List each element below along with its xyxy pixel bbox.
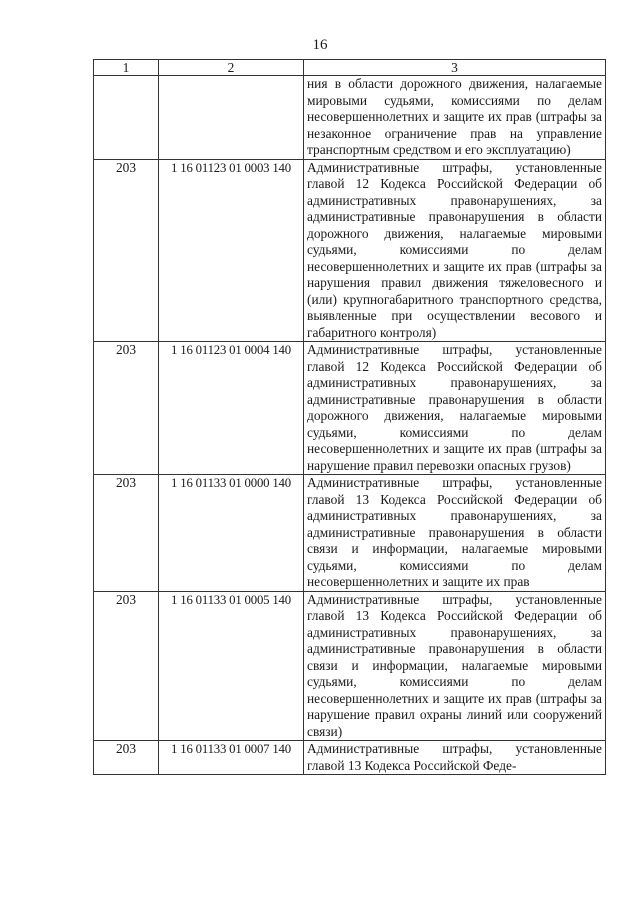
description-cell: Административные штрафы, установленные главой 12 Кодекса Российской Федерации об административных правонарушениях, за административные правонарушения в области дорожного движения, налагаемые мировыми судьями, комиссиями по делам несовершеннолетних и защите их прав (штрафы за нарушения правил движения тяжеловесного и (или) крупногабаритного транспортного средства, выявленные при осуществлении весового и габаритного контроля) xyxy=(304,159,606,342)
description-cell: Административные штрафы, установленные главой 12 Кодекса Российской Федерации об административных правонарушениях, за административные правонарушения в области дорожного движения, налагаемые мировыми судьями, комиссиями по делам несовершеннолетних и защите их прав (штрафы за нарушение правил перевозки опасных грузов) xyxy=(304,342,606,475)
table-row xyxy=(94,342,606,475)
table-row xyxy=(94,591,606,741)
admin-code-cell: 203 xyxy=(94,159,159,342)
kbk-code-cell: 1 16 01123 01 0004 140 xyxy=(159,342,304,475)
table-row xyxy=(94,741,606,775)
kbk-code-cell: 1 16 01133 01 0005 140 xyxy=(159,591,304,741)
description-cell: Административные штрафы, установленные главой 13 Кодекса Российской Федерации об административных правонарушениях, за административные правонарушения в области связи и информации, налагаемые мировыми судьями, комиссиями по делам несовершеннолетних и защите их прав (штрафы за нарушение правил охраны линий или сооружений связи) xyxy=(304,591,606,741)
description-text: Административные штрафы, установленные главой 13 Кодекса Российской Феде- xyxy=(307,741,602,773)
admin-code-cell: 203 xyxy=(94,591,159,741)
kbk-code-cell xyxy=(159,76,304,160)
column-header-2: 2 xyxy=(159,60,304,76)
kbk-code-cell: 1 16 01133 01 0000 140 xyxy=(159,475,304,592)
table-header-row xyxy=(94,60,606,76)
admin-code-cell: 203 xyxy=(94,342,159,475)
kbk-code-cell: 1 16 01133 01 0007 140 xyxy=(159,741,304,775)
column-header-3: 3 xyxy=(304,60,606,76)
admin-code-cell: 203 xyxy=(94,741,159,775)
table-row xyxy=(94,76,606,160)
description-cell: Административные штрафы, установленные главой 13 Кодекса Российской Федерации об административных правонарушениях, за административные правонарушения в области связи и информации, налагаемые мировыми судьями, комиссиями по делам несовершеннолетних и защите их прав xyxy=(304,475,606,592)
column-header-1: 1 xyxy=(94,60,159,76)
page-number: 16 xyxy=(312,37,328,53)
table-row xyxy=(94,475,606,592)
admin-code-cell: 203 xyxy=(94,475,159,592)
description-cell: ния в области дорожного движения, налагаемые мировыми судьями, комиссиями по делам несовершеннолетних и защите их прав (штрафы за незаконное ограничение прав на управление транспортным средством и его эксплуатацию) xyxy=(304,76,606,160)
table-row xyxy=(94,159,606,342)
budget-codes-table xyxy=(93,59,606,775)
admin-code-cell xyxy=(94,76,159,160)
kbk-code-cell: 1 16 01123 01 0003 140 xyxy=(159,159,304,342)
description-cell xyxy=(304,741,606,775)
